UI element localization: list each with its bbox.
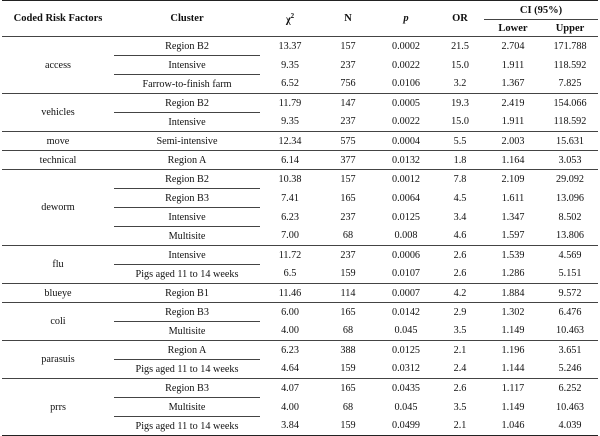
- p-cell: 0.0125: [391, 211, 420, 223]
- lower-cell: 2.419: [501, 97, 525, 109]
- lower-cell: 1.539: [501, 249, 525, 261]
- chi-cell: 11.79: [278, 97, 302, 109]
- chi-cell: 6.5: [260, 265, 320, 284]
- chi-cell: 9.35: [260, 113, 320, 132]
- table-row: [2, 341, 598, 360]
- p-cell: 0.0107: [376, 265, 436, 284]
- factor-cell: move: [2, 132, 114, 151]
- table-row: [2, 37, 598, 56]
- header-lower: Lower: [498, 22, 528, 34]
- lower-cell: 2.109: [501, 173, 525, 185]
- chi-superscript: 2: [290, 11, 295, 20]
- or-cell: 3.5: [436, 322, 484, 341]
- p-cell: 0.0106: [376, 75, 436, 94]
- table-row: [2, 132, 598, 151]
- or-cell: 2.1: [436, 417, 484, 436]
- table-row: [2, 246, 598, 265]
- table-row: [2, 151, 598, 170]
- p-cell: 0.045: [394, 401, 418, 413]
- upper-cell: 3.053: [542, 151, 598, 170]
- n-cell: 237: [340, 249, 356, 261]
- chi-cell: 6.52: [260, 75, 320, 94]
- chi-symbol: χ: [285, 14, 291, 26]
- or-cell: 2.6: [453, 382, 467, 394]
- header-or: OR: [436, 1, 484, 37]
- table-body: [2, 37, 598, 436]
- upper-cell: 13.806: [542, 227, 598, 246]
- lower-cell: 1.611: [501, 192, 525, 204]
- lower-cell: 1.911: [501, 59, 525, 71]
- table-row: [2, 94, 598, 113]
- p-cell: 0.0002: [376, 37, 436, 56]
- factor-cell: coli: [2, 303, 114, 341]
- p-cell: 0.0022: [391, 59, 420, 71]
- header-cluster: Cluster: [114, 1, 260, 37]
- chi-cell: 4.64: [260, 360, 320, 379]
- p-cell: 0.008: [376, 227, 436, 246]
- p-cell: 0.0142: [391, 306, 420, 318]
- chi-cell: 9.35: [281, 59, 299, 71]
- cluster-cell: Region B2: [165, 173, 209, 185]
- p-cell: 0.0435: [391, 382, 420, 394]
- factor-cell: prrs: [2, 379, 114, 436]
- n-cell: 114: [320, 284, 376, 303]
- upper-cell: 6.252: [558, 382, 582, 394]
- or-cell: 19.3: [451, 97, 469, 109]
- n-cell: 147: [340, 97, 356, 109]
- n-cell: 165: [340, 192, 356, 204]
- chi-cell: 7.00: [260, 227, 320, 246]
- lower-cell: 1.149: [501, 401, 525, 413]
- header-chi-square: [260, 1, 320, 37]
- cluster-cell: Multisite: [114, 322, 260, 341]
- cluster-cell: Region B3: [114, 189, 260, 208]
- or-cell: 15.0: [436, 113, 484, 132]
- n-cell: 157: [340, 173, 356, 185]
- cluster-cell: Region A: [114, 151, 260, 170]
- factor-cell: access: [2, 37, 114, 94]
- upper-cell: 13.096: [556, 192, 585, 204]
- or-cell: 2.4: [436, 360, 484, 379]
- or-cell: 5.5: [436, 132, 484, 151]
- header-upper: Upper: [555, 22, 585, 34]
- upper-cell: 4.569: [558, 249, 582, 261]
- or-cell: 1.8: [436, 151, 484, 170]
- p-cell: 0.0022: [376, 113, 436, 132]
- chi-cell: 12.34: [260, 132, 320, 151]
- lower-cell: 1.367: [484, 75, 542, 94]
- header-ci: CI (95%): [484, 1, 598, 20]
- lower-cell: 1.046: [484, 417, 542, 436]
- or-cell: 3.5: [453, 401, 467, 413]
- or-cell: 21.5: [436, 37, 484, 56]
- n-cell: 377: [320, 151, 376, 170]
- or-cell: 4.5: [453, 192, 467, 204]
- p-cell: 0.045: [376, 322, 436, 341]
- lower-cell: 1.149: [484, 322, 542, 341]
- upper-cell: 9.572: [542, 284, 598, 303]
- p-cell: 0.0499: [376, 417, 436, 436]
- lower-cell: 1.302: [501, 306, 525, 318]
- lower-cell: 2.003: [484, 132, 542, 151]
- upper-cell: 5.246: [542, 360, 598, 379]
- upper-cell: 171.788: [542, 37, 598, 56]
- n-cell: 756: [320, 75, 376, 94]
- p-cell: 0.0064: [391, 192, 420, 204]
- p-cell: 0.0005: [391, 97, 420, 109]
- factor-cell: technical: [2, 151, 114, 170]
- upper-cell: 10.463: [542, 322, 598, 341]
- cluster-cell: Region B1: [114, 284, 260, 303]
- cluster-cell: Multisite: [114, 398, 260, 417]
- or-cell: 2.6: [453, 249, 467, 261]
- n-cell: 237: [340, 211, 356, 223]
- upper-cell: 7.825: [542, 75, 598, 94]
- p-cell: 0.0125: [391, 344, 420, 356]
- n-cell: 159: [320, 265, 376, 284]
- upper-cell: 118.592: [542, 113, 598, 132]
- table-row: [2, 379, 598, 398]
- or-cell: 7.8: [453, 173, 467, 185]
- cluster-cell: Region B3: [165, 306, 209, 318]
- cluster-cell: Intensive: [114, 56, 260, 75]
- factor-cell: vehicles: [2, 94, 114, 132]
- p-cell: 0.0007: [376, 284, 436, 303]
- lower-cell: 1.164: [484, 151, 542, 170]
- p-cell: 0.0004: [376, 132, 436, 151]
- upper-cell: 5.151: [542, 265, 598, 284]
- upper-cell: 154.066: [553, 97, 587, 109]
- cluster-cell: Region B2: [165, 97, 209, 109]
- n-cell: 157: [320, 37, 376, 56]
- or-cell: 3.2: [436, 75, 484, 94]
- n-cell: 237: [320, 113, 376, 132]
- chi-cell: 6.23: [281, 211, 299, 223]
- table-row: [2, 284, 598, 303]
- chi-cell: 4.00: [260, 322, 320, 341]
- chi-cell: 4.00: [281, 401, 299, 413]
- p-cell: 0.0012: [391, 173, 420, 185]
- cluster-cell: Pigs aged 11 to 14 weeks: [114, 417, 260, 436]
- chi-cell: 6.14: [260, 151, 320, 170]
- lower-cell: 1.144: [484, 360, 542, 379]
- n-cell: 159: [320, 360, 376, 379]
- n-cell: 165: [340, 306, 356, 318]
- n-cell: 159: [320, 417, 376, 436]
- cluster-cell: Multisite: [114, 227, 260, 246]
- upper-cell: 29.092: [556, 173, 585, 185]
- table-row: [2, 303, 598, 322]
- cluster-cell: Region B3: [165, 382, 209, 394]
- chi-cell: 3.84: [260, 417, 320, 436]
- cluster-cell: Pigs aged 11 to 14 weeks: [114, 360, 260, 379]
- lower-cell: 1.911: [484, 113, 542, 132]
- chi-cell: 11.46: [260, 284, 320, 303]
- chi-cell: 6.00: [281, 306, 299, 318]
- cluster-cell: Region A: [167, 344, 207, 356]
- factor-cell: parasuis: [2, 341, 114, 379]
- or-cell: 3.4: [453, 211, 467, 223]
- n-cell: 68: [320, 322, 376, 341]
- p-cell: 0.0132: [376, 151, 436, 170]
- factor-cell: flu: [2, 246, 114, 284]
- n-cell: 68: [320, 227, 376, 246]
- p-cell: 0.0006: [391, 249, 420, 261]
- cluster-cell: Farrow-to-finish farm: [114, 75, 260, 94]
- or-cell: 4.2: [436, 284, 484, 303]
- lower-cell: 1.196: [501, 344, 525, 356]
- chi-cell: 6.23: [281, 344, 299, 356]
- n-cell: 165: [340, 382, 356, 394]
- chi-cell: 13.37: [260, 37, 320, 56]
- upper-cell: 118.592: [553, 59, 587, 71]
- cluster-cell: Pigs aged 11 to 14 weeks: [114, 265, 260, 284]
- n-cell: 388: [340, 344, 356, 356]
- lower-cell: 2.704: [484, 37, 542, 56]
- n-cell: 68: [342, 401, 354, 413]
- lower-cell: 1.117: [501, 382, 525, 394]
- risk-factor-table: [2, 0, 598, 436]
- p-cell: 0.0312: [376, 360, 436, 379]
- factor-cell: blueye: [2, 284, 114, 303]
- cluster-cell: Intensive: [114, 113, 260, 132]
- n-cell: 237: [340, 59, 356, 71]
- header-factor: Coded Risk Factors: [2, 1, 114, 37]
- table-row: [2, 170, 598, 189]
- or-cell: 15.0: [451, 59, 469, 71]
- header-p: p: [376, 1, 436, 37]
- or-cell: 2.6: [436, 265, 484, 284]
- upper-cell: 6.476: [558, 306, 582, 318]
- header-n: N: [320, 1, 376, 37]
- lower-cell: 1.884: [484, 284, 542, 303]
- chi-cell: 10.38: [278, 173, 302, 185]
- chi-cell: 7.41: [281, 192, 299, 204]
- chi-cell: 4.07: [281, 382, 299, 394]
- or-cell: 2.1: [453, 344, 467, 356]
- lower-cell: 1.286: [484, 265, 542, 284]
- lower-cell: 1.597: [484, 227, 542, 246]
- upper-cell: 4.039: [542, 417, 598, 436]
- cluster-cell: Region B2: [114, 37, 260, 56]
- upper-cell: 10.463: [556, 401, 585, 413]
- upper-cell: 15.631: [542, 132, 598, 151]
- chi-cell: 11.72: [278, 249, 302, 261]
- cluster-cell: Intensive: [114, 208, 260, 227]
- factor-cell: deworm: [2, 170, 114, 246]
- or-cell: 4.6: [436, 227, 484, 246]
- cluster-cell: Intensive: [168, 249, 206, 261]
- or-cell: 2.9: [453, 306, 467, 318]
- lower-cell: 1.347: [501, 211, 525, 223]
- upper-cell: 8.502: [558, 211, 582, 223]
- n-cell: 575: [320, 132, 376, 151]
- upper-cell: 3.651: [558, 344, 582, 356]
- cluster-cell: Semi-intensive: [114, 132, 260, 151]
